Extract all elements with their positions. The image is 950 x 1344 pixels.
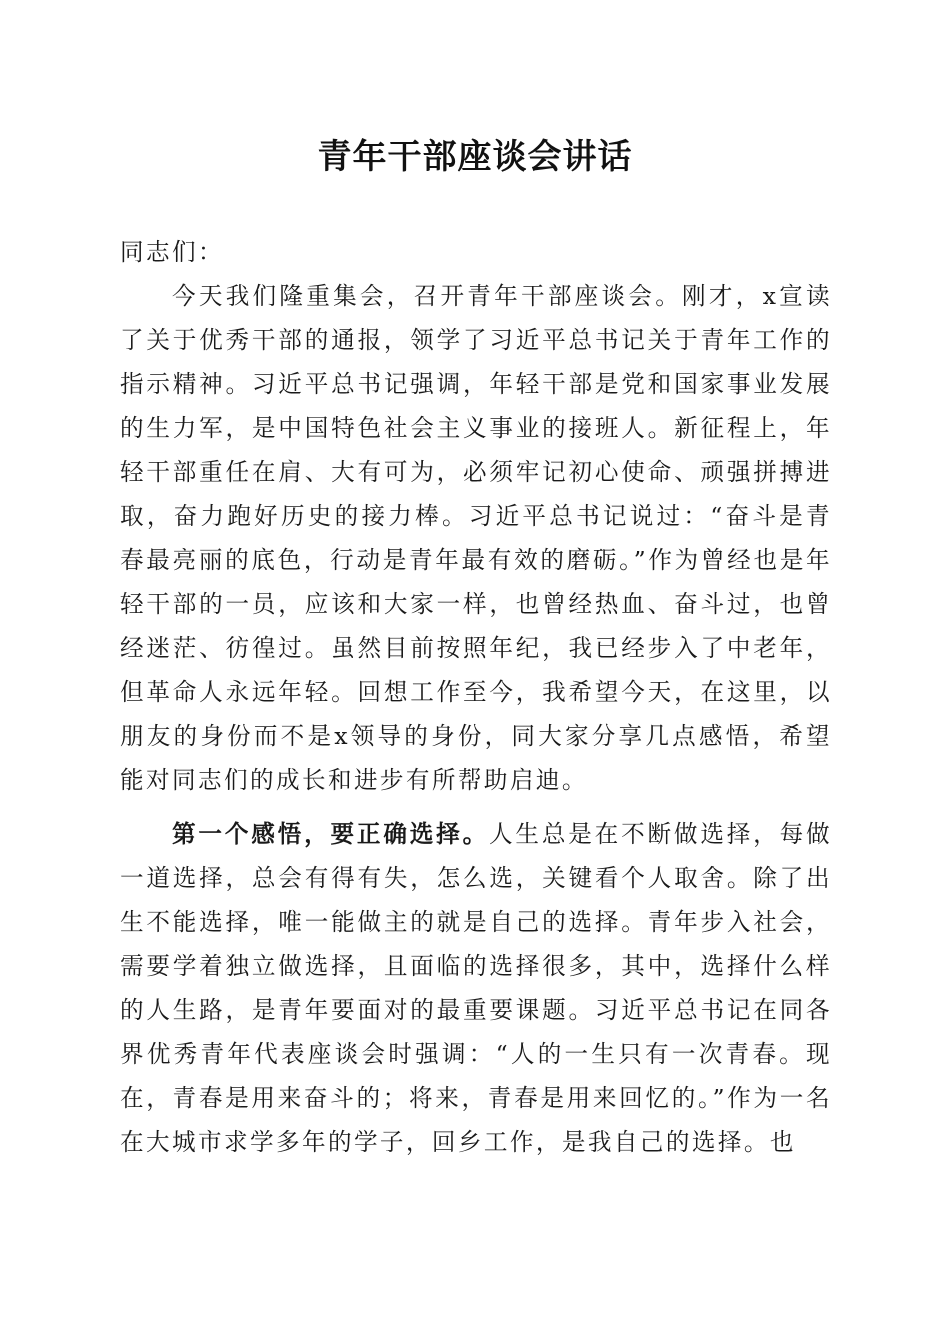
paragraph-text: 今天我们隆重集会，召开青年干部座谈会。刚才，x宣读了关于优秀干部的通报，领学了习近平总书记关于青年工作的指示精神。习近平总书记强调，年轻干部是党和国家事业发展的生力军，是中国特色社会主义事业的接班人。新征程上，年轻干部重任在肩、大有可为，必须牢记初心使命、顽强拼搏进取，奋力跑好历史的接力棒。习近平总书记说过：“奋斗是青春最亮丽的底色，行动是青年最有效的磨砺。”作为曾经也是年轻干部的一员，应该和大家一样，也曾经热血、奋斗过，也曾经迷茫、彷徨过。虽然目前按照年纪，我已经步入了中老年，但革命人永远年轻。回想工作至今，我希望今天，在这里，以朋友的身份而不是x领导的身份，同大家分享几点感悟，希望能对同志们的成长和进步有所帮助启迪。 — [120, 282, 832, 794]
document-title: 青年干部座谈会讲话 — [317, 137, 633, 177]
paragraph-first-insight — [120, 812, 832, 1164]
paragraph-text: 人生总是在不断做选择，每做一道选择，总会有得有失，怎么选，关键看个人取舍。除了出生不能选择，唯一能做主的就是自己的选择。青年步入社会，需要学着独立做选择，且面临的选择很多，其中，选择什么样的人生路，是青年要面对的最重要课题。习近平总书记在同各界优秀青年代表座谈会时强调：“人的一生只有一次青春。现在，青春是用来奋斗的；将来，青春是用来回忆的。”作为一名在大城市求学多年的学子，回乡工作，是我自己的选择。也 — [120, 820, 832, 1156]
document-body — [120, 230, 832, 1164]
paragraph-lead: 第一个感悟，要正确选择。 — [172, 820, 489, 848]
paragraph-intro — [120, 274, 832, 802]
salutation: 同志们： — [120, 238, 224, 266]
